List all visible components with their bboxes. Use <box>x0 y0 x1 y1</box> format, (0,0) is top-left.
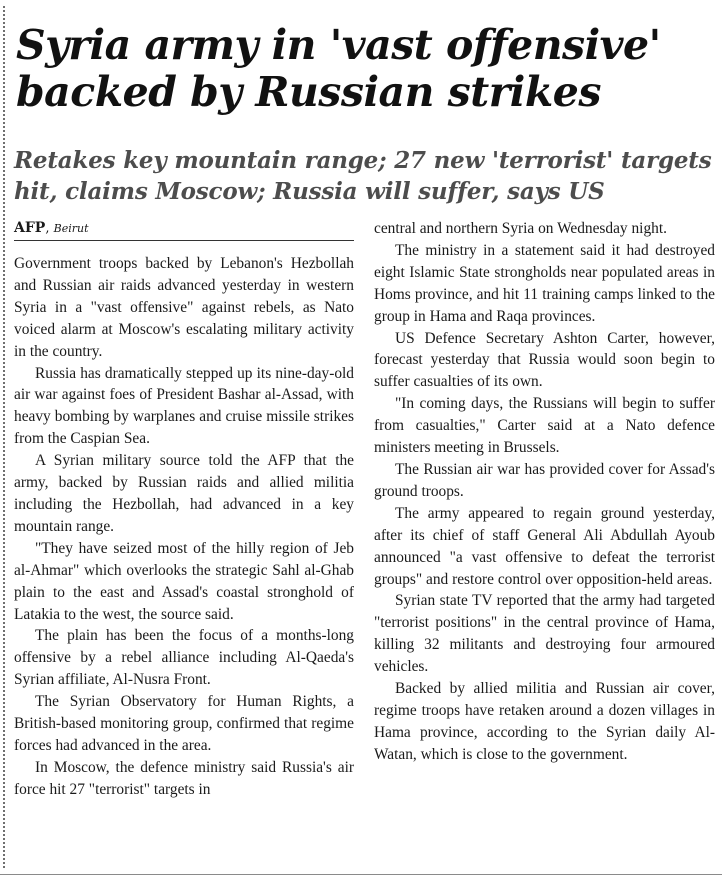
paragraph: In Moscow, the defence ministry said Russia's air force hit 27 "terrorist" targets in <box>14 758 354 798</box>
subheadline: Retakes key mountain range; 27 new 'terrorist' targets hit, claims Moscow; Russia will suffer, says US <box>14 147 712 205</box>
paragraph: The Syrian Observatory for Human Rights, a British-based monitoring group, confirmed that regime forces had advanced in the area. <box>14 693 354 754</box>
paragraph: Backed by allied militia and Russian air cover, regime troops have retaken around a dozen villages in Hama province, according to the Syrian daily Al-Watan, which is close to the government. <box>374 680 715 763</box>
paragraph: Government troops backed by Lebanon's Hezbollah and Russian air raids advanced yesterday in western Syria in a "vast offensive" against rebels, as Nato voiced alarm at Moscow's escalating military activity in the country. <box>14 255 354 360</box>
paragraph: The ministry in a statement said it had destroyed eight Islamic State strongholds near populated areas in Homs province, and hit 11 training camps linked to the group in Hama and Raqa provinces. <box>374 241 715 325</box>
byline-agency: AFP <box>14 220 46 236</box>
byline-separator: , <box>45 221 54 236</box>
paragraph: "In coming days, the Russians will begin to suffer from casualties," Carter said at a Nato defence ministers meeting in Brussels. <box>374 395 715 457</box>
byline-location: Beirut <box>53 222 89 235</box>
article-column-left <box>14 253 354 801</box>
byline <box>14 218 354 241</box>
paragraph: The plain has been the focus of a months-long offensive by a rebel alliance including Al-Qaeda's Syrian affiliate, Al-Nusra Front. <box>14 627 354 689</box>
paragraph: Russia has dramatically stepped up its nine-day-old air war against foes of President Bashar al-Assad, with heavy bombing by warplanes and cruise missile strikes from the Caspian Sea. <box>14 364 354 448</box>
article-column-right <box>374 218 715 766</box>
paragraph: The Russian air war has provided cover for Assad's ground troops. <box>374 460 715 500</box>
paragraph: The army appeared to regain ground yesterday, after its chief of staff General Ali Abdullah Ayoub announced "a vast offensive to defeat the terrorist groups" and restore control over opposition-held areas. <box>374 504 715 588</box>
paragraph: Syrian state TV reported that the army had targeted "terrorist positions" in the central province of Hama, killing 32 militants and destroying four armoured vehicles. <box>374 592 715 676</box>
bottom-rule <box>0 874 722 875</box>
margin-dotted-rule <box>3 6 5 868</box>
headline: Syria army in 'vast offensive' backed by Russian strikes <box>16 21 661 116</box>
paragraph: central and northern Syria on Wednesday night. <box>374 220 667 237</box>
paragraph: A Syrian military source told the AFP that the army, backed by Russian raids and allied militia including the Hezbollah, had advanced in a key mountain range. <box>14 452 354 535</box>
paragraph: US Defence Secretary Ashton Carter, however, forecast yesterday that Russia would soon begin to suffer casualties of its own. <box>374 329 715 391</box>
paragraph: "They have seized most of the hilly region of Jeb al-Ahmar" which overlooks the strategic Sahl al-Ghab plain to the east and Assad's coastal stronghold of Latakia to the west, the source said. <box>14 539 354 623</box>
